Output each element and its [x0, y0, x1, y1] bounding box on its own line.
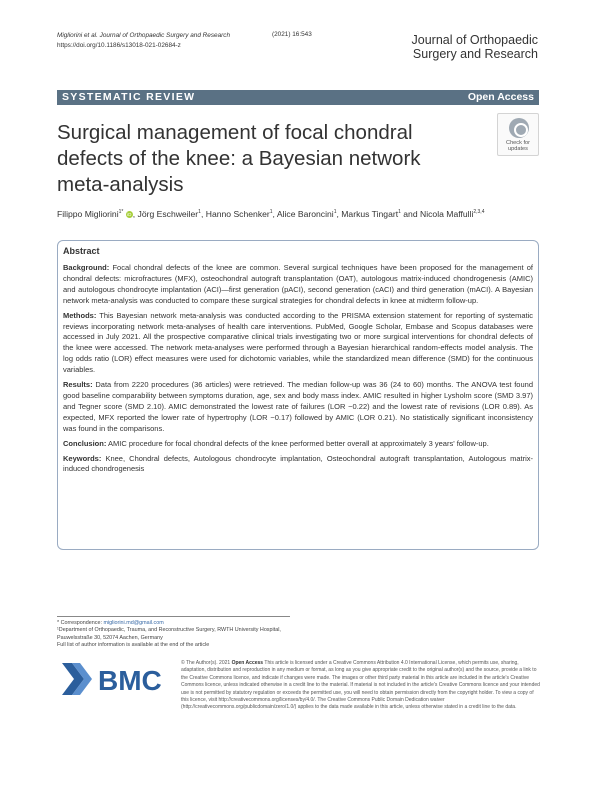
author-affiliation: 2,3,4 [473, 209, 485, 216]
full-author-info-note: Full list of author information is available at the end of the article [57, 642, 210, 649]
correspondence-email-link[interactable]: migliorini.md@gmail.com [103, 620, 164, 626]
correspondence-label: * Correspondence: [57, 620, 102, 626]
bmc-logo [60, 659, 174, 699]
author-name[interactable]: Filippo Migliorini [57, 209, 119, 219]
article-type-banner [57, 90, 539, 105]
journal-name [412, 33, 538, 61]
abstract-background: Background: Focal chondral defects of the knee are common. Several surgical techniques have been proposed for the management of chondral defects: microfractures (MFX), osteochondral autograft transplantation (OAT), autologous matrix-induced chondrogenesis (AMIC) and autologous chondrocyte implantation (ACI)—first generation (pACI), second generation (cACI) and third generation (mACI). A Bayesian network meta-analysis was conducted to compare these surgical strategies for chondral defects in knee at midterm follow-up. [63, 263, 534, 305]
article-type: SYSTEMATIC REVIEW [62, 91, 196, 103]
author-affiliation: 1 [398, 209, 401, 216]
footnotes [57, 620, 297, 650]
check-updates-label: Check for updates [506, 140, 530, 153]
running-header-citation [57, 31, 230, 51]
citation-journal: Journal of Orthopaedic Surgery and Research [99, 32, 230, 39]
author-name[interactable]: Markus Tingart [341, 209, 399, 219]
author-name[interactable]: Alice Baroncini [276, 209, 334, 219]
bmc-logo-text: BMC [98, 665, 162, 696]
author-list: Filippo Migliorini$^{1*}$ iD, Jörg Eschweiler$^1$, Hanno Schenker$^1$, Alice Baroncini$^1$, Markus Tingart$^1$ and Nicola Maffulli$^{2,3,4}$ [57, 209, 485, 219]
abstract-conclusion: Conclusion: AMIC procedure for focal chondral defects of the knee performed better overall at approximately 3 years' follow-up. [63, 438, 489, 448]
citation-year: (2021) 16:543 [272, 31, 312, 38]
check-for-updates-button[interactable] [497, 113, 539, 156]
abstract-results: Results: Data from 2220 procedures (36 articles) were retrieved. The median follow-up was 36 (24 to 60) months. The ANOVA test found good baseline comparability between symptoms duration, age, sex and body mass index. AMIC resulted in higher Lysholm score (SMD 3.97) and Tegner score (SMD 2.10). AMIC demonstrated the lowest rate of failures (LOR −0.22) and the lowest rate of revisions (LOR 0.89). As expected, MFX reported the lower rate of hypertrophy (LOR −0.17) followed by AMIC (LOR 0.21). No statistically significant inconsistency was found in the comparisons. [63, 380, 533, 433]
author-affiliation: 1 [198, 209, 201, 216]
abstract-heading: Abstract [63, 246, 100, 256]
abstract-keywords: Keywords: Knee, Chondral defects, Autologous chondrocyte implantation, Osteochondral autograft transplantation, Autologous matrix-induced chondrogenesis [63, 453, 533, 474]
orcid-icon[interactable]: iD [127, 212, 132, 217]
author-affiliation: 1 [333, 209, 337, 216]
author-name[interactable]: Nicola Maffulli [420, 209, 474, 219]
author-name[interactable]: Jörg Eschweiler [137, 209, 199, 219]
journal-name-line2: Surgery and Research [412, 47, 538, 61]
author-affiliation: 1 [269, 209, 273, 216]
article-title: Surgical management of focal chondral defects of the knee: a Bayesian network meta-analysis [57, 121, 421, 196]
journal-name-line1: Journal of Orthopaedic [411, 33, 538, 47]
check-updates-icon [509, 118, 529, 138]
author-name[interactable]: Hanno Schenker [205, 209, 270, 219]
doi-link[interactable]: https://doi.org/10.1186/s13018-021-02684-z [57, 42, 181, 49]
affiliation-note: ¹Department of Orthopaedic, Trauma, and Reconstructive Surgery, RWTH University Hospital, Pauwelsstraße 30, 52074 Aachen, Germany [57, 627, 281, 641]
footnote-divider [57, 616, 290, 617]
abstract-methods: Methods: This Bayesian network meta-analysis was conducted according to the PRISMA extension statement for reporting of systematic reviews incorporating network meta-analyses of health care interventions. PubMed, Google Scholar, Embase and Scopus databases were accessed in July 2021. All the prospective comparative clinical trials investigating two or more surgical interventions for chondral defects of the knee were accessed. The network meta-analyses were performed through a Bayesian hierarchical random-effects model analysis. The log odds ratio (LOR) effect measures were used for dichotomic variables, while the standardized mean difference (SMD) for the continuous variables. [63, 310, 533, 375]
open-access-badge: Open Access [467, 91, 534, 103]
abstract-box [57, 240, 539, 550]
author-affiliation: 1* [118, 209, 124, 216]
license-statement: © The Author(s). 2021 Open Access This article is licensed under a Creative Commons Attribution 4.0 International License, which permits use, sharing, adaptation, distribution and reproduction in any medium or format, as long as you give appropriate credit to the original author(s) and the source, provide a link to the Creative Commons licence, and indicate if changes were made. The images or other third party material in this article are included in the article's Creative Commons licence, unless indicated otherwise in a credit line to the material. If material is not included in the article's Creative Commons licence and your intended use is not permitted by statutory regulation or exceeds the permitted use, you will need to obtain permission directly from the copyright holder. To view a copy of this licence, visit http://creativecommons.org/licenses/by/4.0/. The Creative Commons Public Domain Dedication waiver (http://creativecommons.org/publicdomain/zero/1.0/) applies to the data made available in this article, unless otherwise stated in a credit line to the data. [181, 660, 540, 711]
citation-authors: Migliorini et al. [57, 32, 98, 39]
